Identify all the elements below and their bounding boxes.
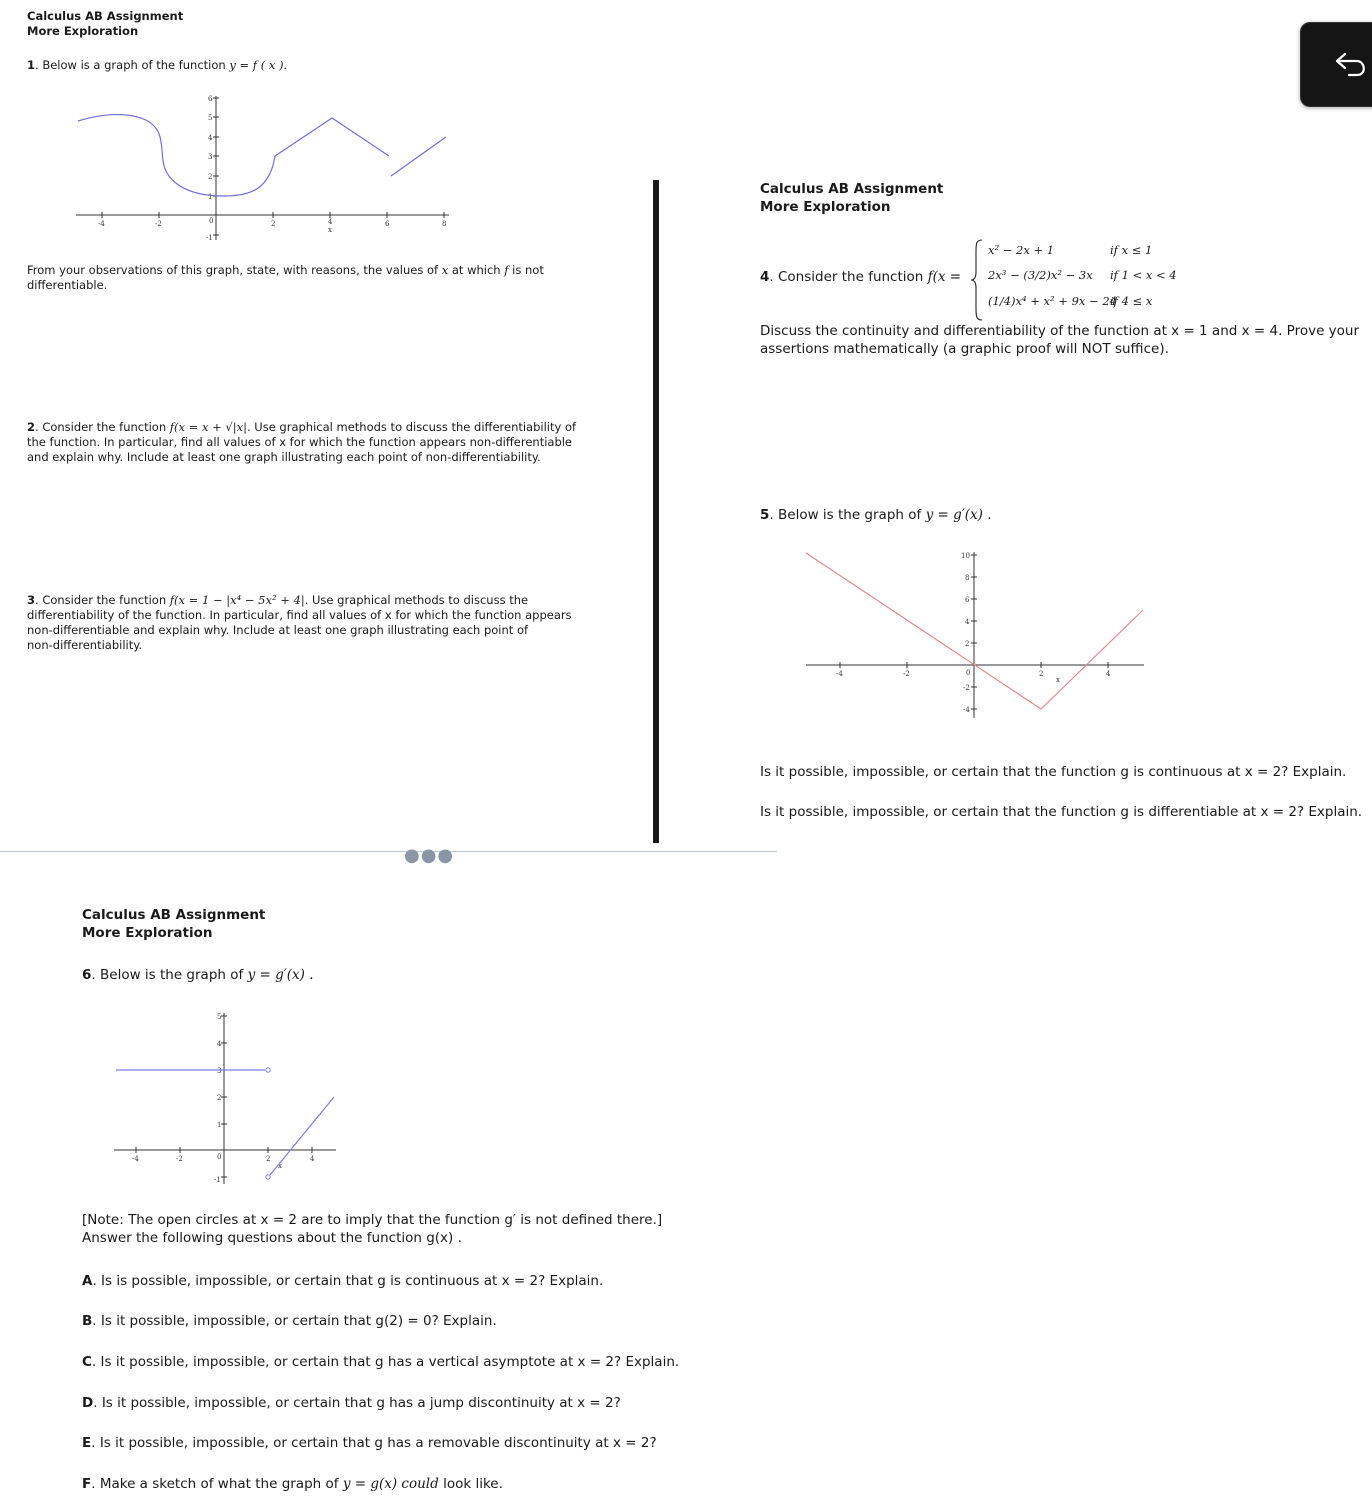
q4-case-2-cond: if 1 < x < 4 bbox=[1110, 268, 1177, 282]
cases-brace bbox=[970, 238, 984, 322]
question-4-body: Discuss the continuity and differentiability of the function at x = 1 and x = 4. Prove your assertions mathematically (a graphic proof will NOT suffice). bbox=[760, 323, 1360, 357]
graph-3-open-circle-bottom bbox=[266, 1175, 270, 1179]
graph-2-ytick-2: 2 bbox=[965, 640, 970, 648]
q4-case-3-cond: if 4 ≤ x bbox=[1110, 294, 1153, 308]
graph-3-gprime bbox=[112, 1010, 340, 1186]
q6-note-line: [Note: The open circles at x = 2 are to imply that the function g′ is not defined there.] bbox=[82, 1212, 663, 1228]
q6-item-b: B. Is it possible, impossible, or certain that g(2) = 0? Explain. bbox=[82, 1313, 497, 1329]
graph-2-ytick-8: 8 bbox=[965, 574, 970, 582]
graph-1-ytick-5: 5 bbox=[208, 114, 213, 122]
graph-3-ytick-5: 5 bbox=[217, 1013, 222, 1021]
graph-2-xtick-neg4: -4 bbox=[836, 670, 843, 678]
q4-case-1-cond: if x ≤ 1 bbox=[1110, 243, 1153, 257]
back-button[interactable] bbox=[1300, 22, 1372, 107]
graph-3-diagonal-segment bbox=[270, 1097, 334, 1175]
graph-1-curve bbox=[78, 115, 389, 196]
graph-1-ytick-4: 4 bbox=[208, 134, 213, 142]
q4-case-1-expr: x² − 2x + 1 bbox=[988, 243, 1055, 257]
graph-3-ytick-neg1: -1 bbox=[214, 1176, 221, 1184]
graph-3-ytick-1: 1 bbox=[217, 1121, 222, 1129]
graph-3-open-circle-top bbox=[266, 1068, 270, 1072]
graph-2-xtick-2: 2 bbox=[1039, 670, 1044, 678]
graph-1-xtick-6: 6 bbox=[385, 220, 390, 228]
graph-1-ytick-2: 2 bbox=[208, 173, 213, 181]
graph-1-xtick-neg4: -4 bbox=[98, 220, 105, 228]
graph-2-x-marker: x bbox=[1056, 676, 1060, 684]
page3-title: Calculus AB Assignment bbox=[82, 907, 266, 923]
graph-3-x-marker: x bbox=[278, 1162, 282, 1170]
question-4-prompt: 4. Consider the function f(x = bbox=[760, 269, 962, 285]
page3-header bbox=[82, 907, 265, 942]
q6-answer-line: Answer the following questions about the function g(x) . bbox=[82, 1229, 462, 1246]
question-6-note bbox=[82, 1212, 742, 1247]
graph-1-ytick-1: 1 bbox=[208, 193, 213, 201]
page1-title: Calculus AB Assignment bbox=[27, 9, 184, 23]
page2-header bbox=[760, 181, 943, 216]
question-5-part-a: Is it possible, impossible, or certain that the function g is continuous at x = 2? Explain. bbox=[760, 764, 1347, 780]
graph-2-xtick-neg2: -2 bbox=[903, 670, 910, 678]
graph-1-ytick-3: 3 bbox=[208, 153, 213, 161]
graph-2-ytick-6: 6 bbox=[965, 596, 970, 604]
q6-item-c: C. Is it possible, impossible, or certain that g has a vertical asymptote at x = 2? Explain. bbox=[82, 1354, 680, 1370]
q6-item-a: A. Is is possible, impossible, or certain that g is continuous at x = 2? Explain. bbox=[82, 1273, 604, 1289]
graph-2-xtick-4: 4 bbox=[1106, 670, 1111, 678]
question-6-prompt: 6. Below is the graph of y = g′(x) . bbox=[82, 967, 314, 983]
graph-3-ytick-4: 4 bbox=[217, 1040, 222, 1048]
question-3: 3. Consider the function f(x = 1 − |x⁴ − 5x² + 4|. Use graphical methods to discuss the differentiability of the function. In particular, find all values of x for which the function appears non-differentiable and explain why. Include at least one graph illustrating each point of non-differentiability. bbox=[27, 593, 572, 652]
graph-3-xtick-4: 4 bbox=[310, 1155, 315, 1163]
graph-2-ytick-10: 10 bbox=[961, 552, 970, 560]
question-5-part-b: Is it possible, impossible, or certain that the function g is differentiable at x = 2? Explain. bbox=[760, 804, 1363, 820]
page1-header bbox=[27, 9, 183, 39]
graph-1-ytick-6: 6 bbox=[208, 95, 213, 103]
page1-subtitle: More Exploration bbox=[27, 23, 139, 38]
page2-title: Calculus AB Assignment bbox=[760, 181, 944, 197]
question-1-followup: From your observations of this graph, state, with reasons, the values of x at which f is not differentiable. bbox=[27, 263, 544, 292]
graph-1-x-marker: x bbox=[328, 226, 332, 234]
graph-1-f bbox=[74, 92, 454, 242]
graph-1-xtick-4: 4 bbox=[328, 218, 333, 226]
graph-1-ytick-neg1: -1 bbox=[206, 234, 213, 242]
q4-case-2-expr: 2x³ − (3/2)x² − 3x bbox=[988, 268, 1093, 282]
graph-1-segment bbox=[391, 137, 446, 176]
q6-item-f: F. Make a sketch of what the graph of y = g(x) could look like. bbox=[82, 1476, 503, 1492]
graph-3-ytick-2: 2 bbox=[217, 1094, 222, 1102]
graph-2-xtick-0: 0 bbox=[966, 669, 971, 677]
question-1-prompt: 1. Below is a graph of the function y = f ( x ). bbox=[27, 58, 288, 72]
graph-1-xtick-neg2: -2 bbox=[155, 220, 162, 228]
graph-3-xtick-neg2: -2 bbox=[176, 1155, 183, 1163]
graph-2-ytick-4: 4 bbox=[965, 618, 970, 626]
graph-1-xtick-2: 2 bbox=[271, 220, 276, 228]
graph-1-xtick-0: 0 bbox=[209, 217, 214, 225]
graph-3-xtick-2: 2 bbox=[266, 1155, 271, 1163]
graph-3-xtick-neg4: -4 bbox=[132, 1155, 139, 1163]
page2-subtitle: More Exploration bbox=[760, 198, 891, 215]
ellipsis-icon[interactable]: ●●● bbox=[404, 845, 455, 866]
q6-item-d: D. Is it possible, impossible, or certain that g has a jump discontinuity at x = 2? bbox=[82, 1395, 621, 1411]
q6-item-e: E. Is it possible, impossible, or certain that g has a removable discontinuity at x = 2? bbox=[82, 1435, 657, 1451]
page3-subtitle: More Exploration bbox=[82, 924, 213, 941]
question-5-prompt: 5. Below is the graph of y = g′(x) . bbox=[760, 507, 992, 523]
graph-2-ytick-neg2: -2 bbox=[963, 684, 970, 692]
question-2: 2. Consider the function f(x = x + √|x|. Use graphical methods to discuss the differentiability of the function. In particular, find all values of x for which the function appears non-differentiable and explain why. Include at least one graph illustrating each point of non-differentiability. bbox=[27, 420, 577, 464]
graph-2-ytick-neg4: -4 bbox=[963, 706, 970, 714]
page-separator bbox=[0, 851, 777, 852]
page-divider bbox=[653, 180, 659, 843]
graph-2-gprime bbox=[804, 548, 1148, 720]
graph-1-xtick-8: 8 bbox=[442, 220, 447, 228]
undo-arrow-icon bbox=[1331, 49, 1371, 79]
graph-3-ytick-3: 3 bbox=[217, 1067, 222, 1075]
q4-case-3-expr: (1/4)x⁴ + x² + 9x − 24 bbox=[988, 294, 1117, 308]
graph-3-xtick-0: 0 bbox=[217, 1153, 222, 1161]
